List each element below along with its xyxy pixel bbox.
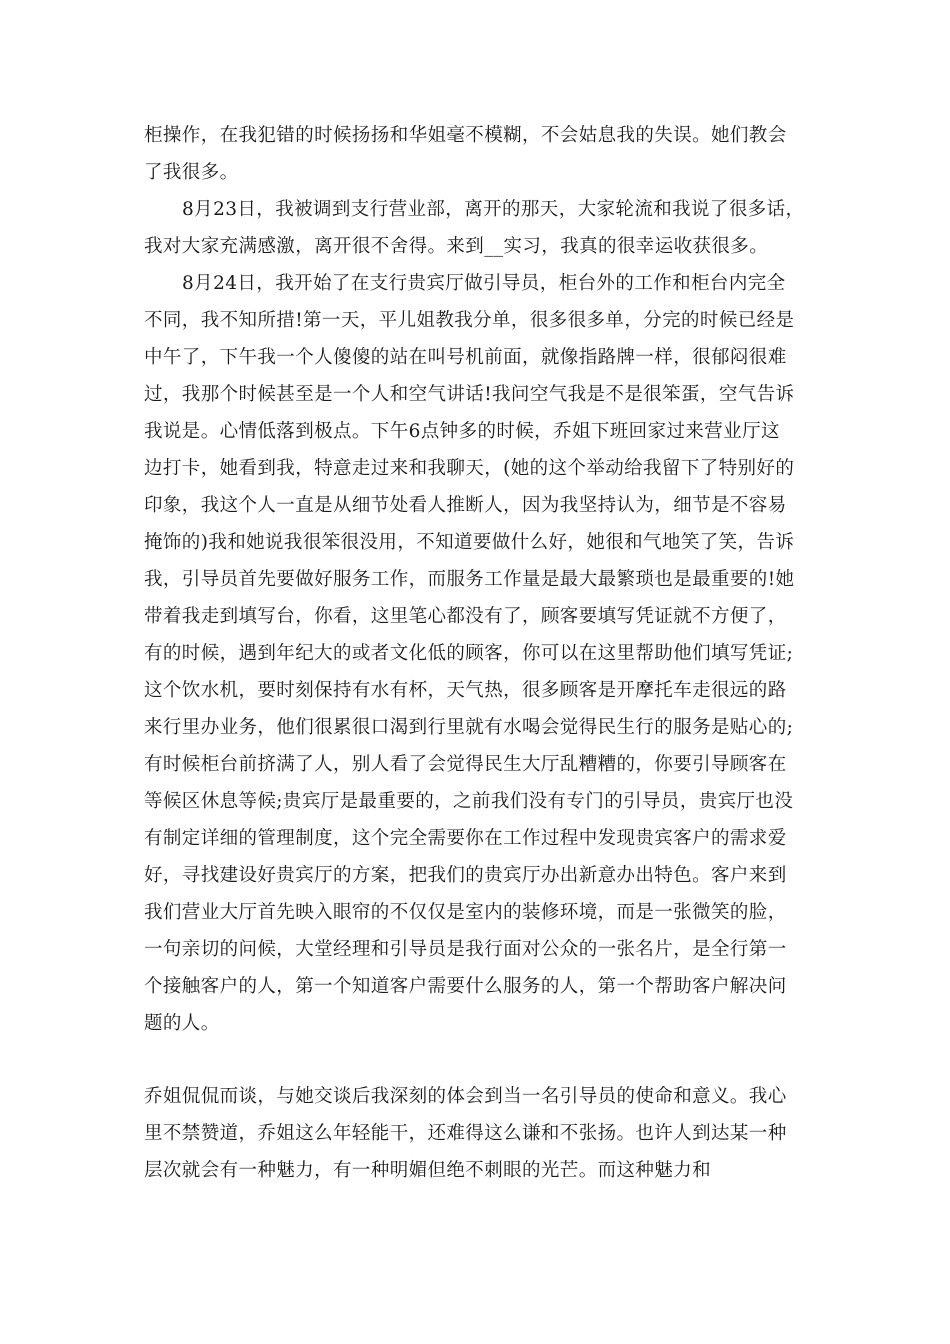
text-line: 乔姐侃侃而谈，与她交谈后我深刻的体会到当一名引导员的使命和意义。我心 (144, 1086, 787, 1107)
text-line: 过，我那个时候甚至是一个人和空气讲话!我问空气我是不是很笨蛋，空气告诉 (144, 384, 795, 405)
text-line: 中午了，下午我一个人傻傻的站在叫号机前面，就像指路牌一样，很郁闷很难 (144, 347, 787, 368)
text-line: 我对大家充满感激，离开很不舍得。来到__实习，我真的很幸运收获很多。 (144, 236, 769, 257)
text-line: 印象，我这个人一直是从细节处看人推断人，因为我坚持认为，细节是不容易 (144, 495, 787, 516)
text-line: 8月24日，我开始了在支行贵宾厅做引导员，柜台外的工作和柜台内完全 (182, 273, 786, 294)
text-line: 个接触客户的人，第一个知道客户需要什么服务的人，第一个帮助客户解决问 (144, 976, 787, 997)
text-line: 这个饮水机，要时刻保持有水有杯，天气热，很多顾客是开摩托车走很远的路 (144, 680, 787, 701)
text-line: 带着我走到填写台，你看，这里笔心都没有了，顾客要填写凭证就不方便了， (144, 606, 787, 627)
text-line: 题的人。 (144, 1013, 220, 1034)
text-line: 等候区休息等候;贵宾厅是最重要的，之前我们没有专门的引导员，贵宾厅也没 (144, 791, 794, 812)
text-line: 掩饰的)我和她说我很笨很没用，不知道要做什么好，她很和气地笑了笑，告诉 (144, 532, 795, 553)
text-line: 好，寻找建设好贵宾厅的方案，把我们的贵宾厅办出新意办出特色。客户来到 (144, 865, 787, 886)
text-line: 里不禁赞道，乔姐这么年轻能干，还难得这么谦和不张扬。也许人到达某一种 (144, 1123, 787, 1144)
text-line: 不同，我不知所措!第一天，平儿姐教我分单，很多很多单，分完的时候已经是 (144, 310, 795, 331)
text-line: 柜操作，在我犯错的时候扬扬和华姐毫不模糊，不会姑息我的失误。她们教会 (144, 125, 787, 146)
text-line: 一句亲切的问候，大堂经理和引导员是我行面对公众的一张名片，是全行第一 (144, 939, 787, 960)
text-line: 8月23日，我被调到支行营业部，离开的那天，大家轮流和我说了很多话， (182, 199, 805, 220)
text-line: 来行里办业务，他们很累很口渴到行里就有水喝会觉得民生行的服务是贴心的; (144, 717, 794, 738)
text-line: 边打卡，她看到我，特意走过来和我聊天，(她的这个举动给我留下了特别好的 (144, 458, 795, 479)
text-line: 有制定详细的管理制度，这个完全需要你在工作过程中发现贵宾客户的需求爱 (144, 828, 787, 849)
text-line: 我们营业大厅首先映入眼帘的不仅仅是室内的装修环境，而是一张微笑的脸， (144, 902, 787, 923)
text-line: 我，引导员首先要做好服务工作，而服务工作量是最大最繁琐也是最重要的!她 (144, 569, 795, 590)
text-line: 有的时候，遇到年纪大的或者文化低的顾客，你可以在这里帮助他们填写凭证; (144, 643, 794, 664)
text-line: 了我很多。 (144, 162, 239, 183)
text-line: 有时候柜台前挤满了人，别人看了会觉得民生大厅乱糟糟的，你要引导顾客在 (144, 754, 787, 775)
text-line: 层次就会有一种魅力，有一种明媚但绝不刺眼的光芒。而这种魅力和 (144, 1160, 712, 1181)
text-line: 我说是。心情低落到极点。下午6点钟多的时候，乔姐下班回家过来营业厅这 (144, 421, 780, 442)
